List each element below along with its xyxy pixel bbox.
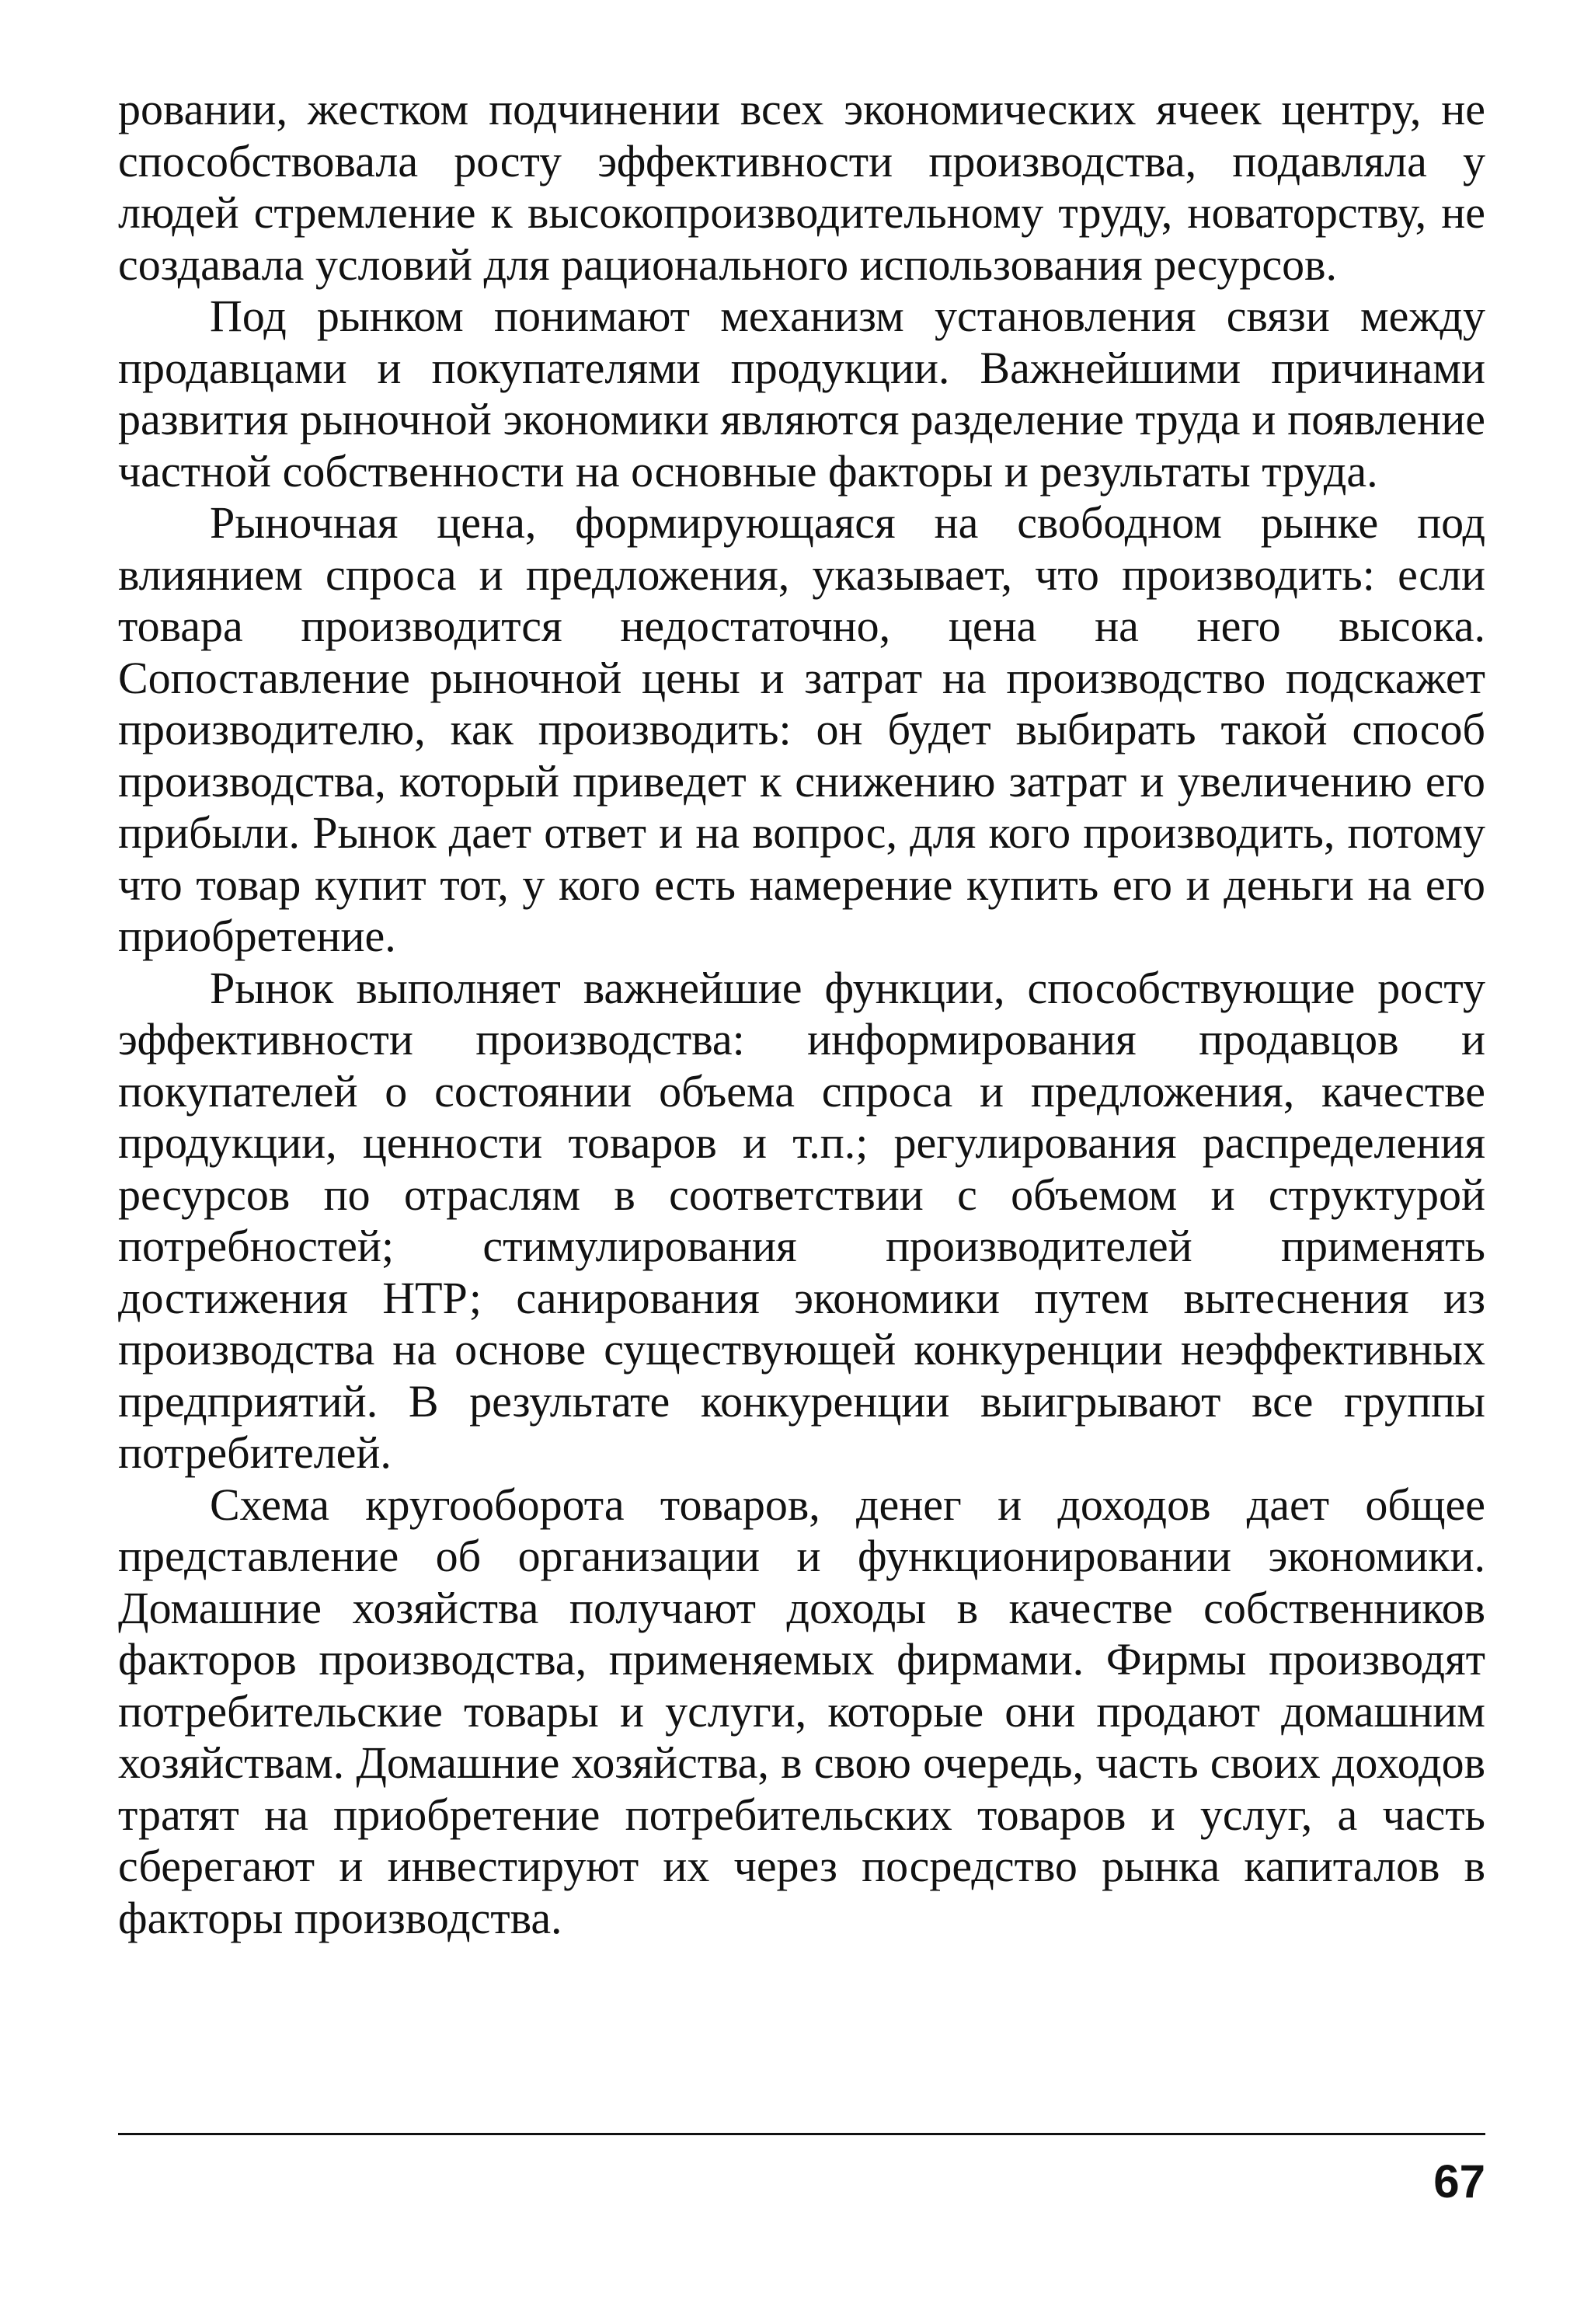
paragraph-continuation: ровании, жестком подчинении всех экономических ячеек центру, не способствовала росту эффективности производства, подавляла у людей стремление к высокопроизводительному труду, новаторству, не создавала условий для рационального использования ресурсов. (118, 84, 1485, 290)
paragraph-market-functions: Рынок выполняет важнейшие функции, способствующие росту эффективности производства: информирования продавцов и покупателей о состоянии объема спроса и предложения, качестве продукции, ценности товаров и т.п.; регулирования распределения ресурсов по отраслям в соответствии с объемом и структурой потребностей; стимулирования производителей применять достижения НТР; санирования экономики путем вытеснения из производства на основе существующей конкуренции неэффективных предприятий. В результате конкуренции выигрывают все группы потребителей. (118, 962, 1485, 1478)
paragraph-market-definition: Под рынком понимают механизм установления связи между продавцами и покупателями продукции. Важнейшими причинами развития рыночной экономики являются разделение труда и появление частной собственности на основные факторы и результаты труда. (118, 291, 1485, 497)
body-text (118, 84, 1485, 1944)
page-number: 67 (1433, 2155, 1485, 2207)
footer-rule (118, 2133, 1485, 2135)
paragraph-market-price: Рыночная цена, формирующаяся на свободном рынке под влиянием спроса и предложения, указывает, что производить: если товара производится недостаточно, цена на него высока. Сопоставление рыночной цены и затрат на производство подскажет производителю, как производить: он будет выбирать такой способ производства, который приведет к снижению затрат и увеличению его прибыли. Рынок дает ответ и на вопрос, для кого производить, потому что товар купит тот, у кого есть намерение купить его и деньги на его приобретение. (118, 497, 1485, 961)
paragraph-circular-flow: Схема кругооборота товаров, денег и доходов дает общее представление об организации и функционировании экономики. Домашние хозяйства получают доходы в качестве собственников факторов производства, применяемых фирмами. Фирмы производят потребительские товары и услуги, которые они продают домашним хозяйствам. Домашние хозяйства, в свою очередь, часть своих доходов тратят на приобретение потребительских товаров и услуг, а часть сберегают и инвестируют их через посредство рынка капиталов в факторы производства. (118, 1479, 1485, 1943)
